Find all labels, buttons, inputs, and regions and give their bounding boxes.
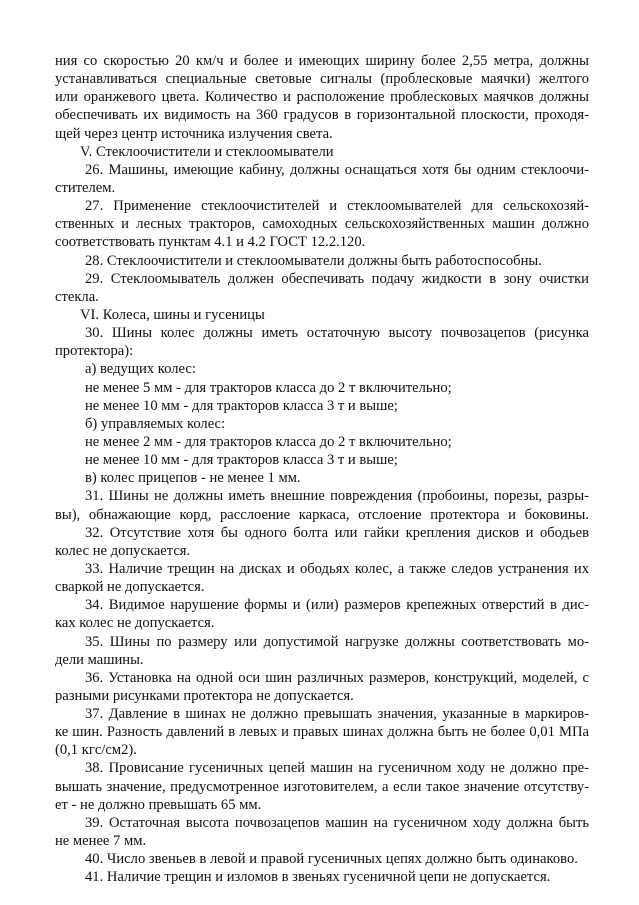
text-line: вышать значение, предусмотренное изготовителем, а если такое значение отсутству- (55, 778, 589, 795)
text-line: 26. Машины, имеющие кабину, должны оснащаться хотя бы одним стеклоочи- (85, 161, 589, 178)
text-line: 41. Наличие трещин и изломов в звеньях гусеничной цепи не допускается. (85, 869, 551, 886)
text-line: 31. Шины не должны иметь внешние повреждения (пробоины, порезы, разры- (85, 488, 589, 505)
text-line: щей через центр источника излучения света. (55, 125, 333, 142)
text-line: 32. Отсутствие хотя бы одного болта или гайки крепления дисков и ободьев (85, 524, 589, 541)
text-line: не менее 2 мм - для тракторов класса до 2 т включительно; (85, 433, 452, 450)
text-line: не менее 10 мм - для тракторов класса 3 т и выше; (85, 452, 398, 469)
text-line: не менее 5 мм - для тракторов класса до 2 т включительно; (85, 379, 452, 396)
text-line: вы), обнажающие корд, расслоение каркаса, отслоение протектора и боковины. (55, 506, 589, 523)
text-line: 33. Наличие трещин на дисках и ободьях колес, а также следов устранения их (85, 560, 589, 577)
text-line: в) колес прицепов - не менее 1 мм. (85, 470, 301, 487)
text-line: стекла. (55, 288, 99, 305)
text-line: б) управляемых колес: (85, 415, 226, 432)
text-line: ния со скоростью 20 км/ч и более и имеющих ширину более 2,55 метра, должны (55, 53, 589, 69)
text-line: 36. Установка на одной оси шин различных размеров, конструкций, моделей, с (85, 669, 589, 686)
text-line: обеспечивать их видимость на 360 градусов в горизонтальной плоскости, проходя- (55, 107, 589, 124)
text-line: сваркой не допускается. (55, 579, 205, 596)
text-line: или оранжевого цвета. Количество и расположение проблесковых маячков должны (55, 89, 589, 106)
text-line: не менее 7 мм. (55, 833, 147, 850)
text-line: а) ведущих колес: (85, 361, 196, 378)
text-line: 28. Стеклоочистители и стеклоомыватели должны быть работоспособны. (85, 252, 542, 269)
text-line: 30. Шины колес должны иметь остаточную высоту почвозацепов (рисунка (85, 325, 589, 342)
text-line: не менее 10 мм - для тракторов класса 3 т и выше; (85, 397, 398, 414)
text-line: колес не допускается. (55, 542, 191, 559)
text-line: соответствовать пунктам 4.1 и 4.2 ГОСТ 12.2.120. (55, 234, 366, 251)
text-line: 35. Шины по размеру или допустимой нагрузке должны соответствовать мо- (85, 633, 589, 650)
text-line: протектора): (55, 343, 134, 360)
text-line: разными рисунками протектора не допускается. (55, 687, 354, 704)
text-line: 34. Видимое нарушение формы и (или) размеров крепежных отверстий в дис- (85, 597, 589, 614)
document-body (55, 52, 589, 886)
text-line: 29. Стеклоомыватель должен обеспечивать подачу жидкости в зону очистки (85, 270, 589, 287)
text-line: 38. Провисание гусеничных цепей машин на гусеничном ходу не должно пре- (85, 760, 589, 777)
text-line: (0,1 кгс/см2). (55, 742, 137, 759)
text-line: 27. Применение стеклоочистителей и стеклоомывателей для сельскохозяй- (85, 198, 589, 215)
text-line: ке шин. Разность давлений в левых и правых шинах должна быть не более 0,01 МПа (55, 724, 589, 741)
text-line: стителем. (55, 179, 116, 196)
text-line: 37. Давление в шинах не должно превышать значения, указанные в маркиров- (85, 706, 589, 723)
text-line: ет - не должно превышать 65 мм. (55, 796, 262, 813)
text-line: V. Стеклоочистители и стеклоомыватели (80, 143, 334, 160)
text-line: VI. Колеса, шины и гусеницы (80, 306, 265, 323)
text-line: устанавливаться специальные световые сигналы (проблесковые маячки) желтого (55, 71, 589, 88)
text-line: 40. Число звеньев в левой и правой гусеничных цепях должно быть одинаково. (85, 851, 578, 868)
text-line: ках колес не допускается. (55, 615, 215, 632)
text-line: 39. Остаточная высота почвозацепов машин на гусеничном ходу должна быть (85, 814, 589, 831)
text-line: ственных и лесных тракторов, самоходных сельскохозяйственных машин должно (55, 216, 589, 233)
text-line: дели машины. (55, 651, 144, 668)
